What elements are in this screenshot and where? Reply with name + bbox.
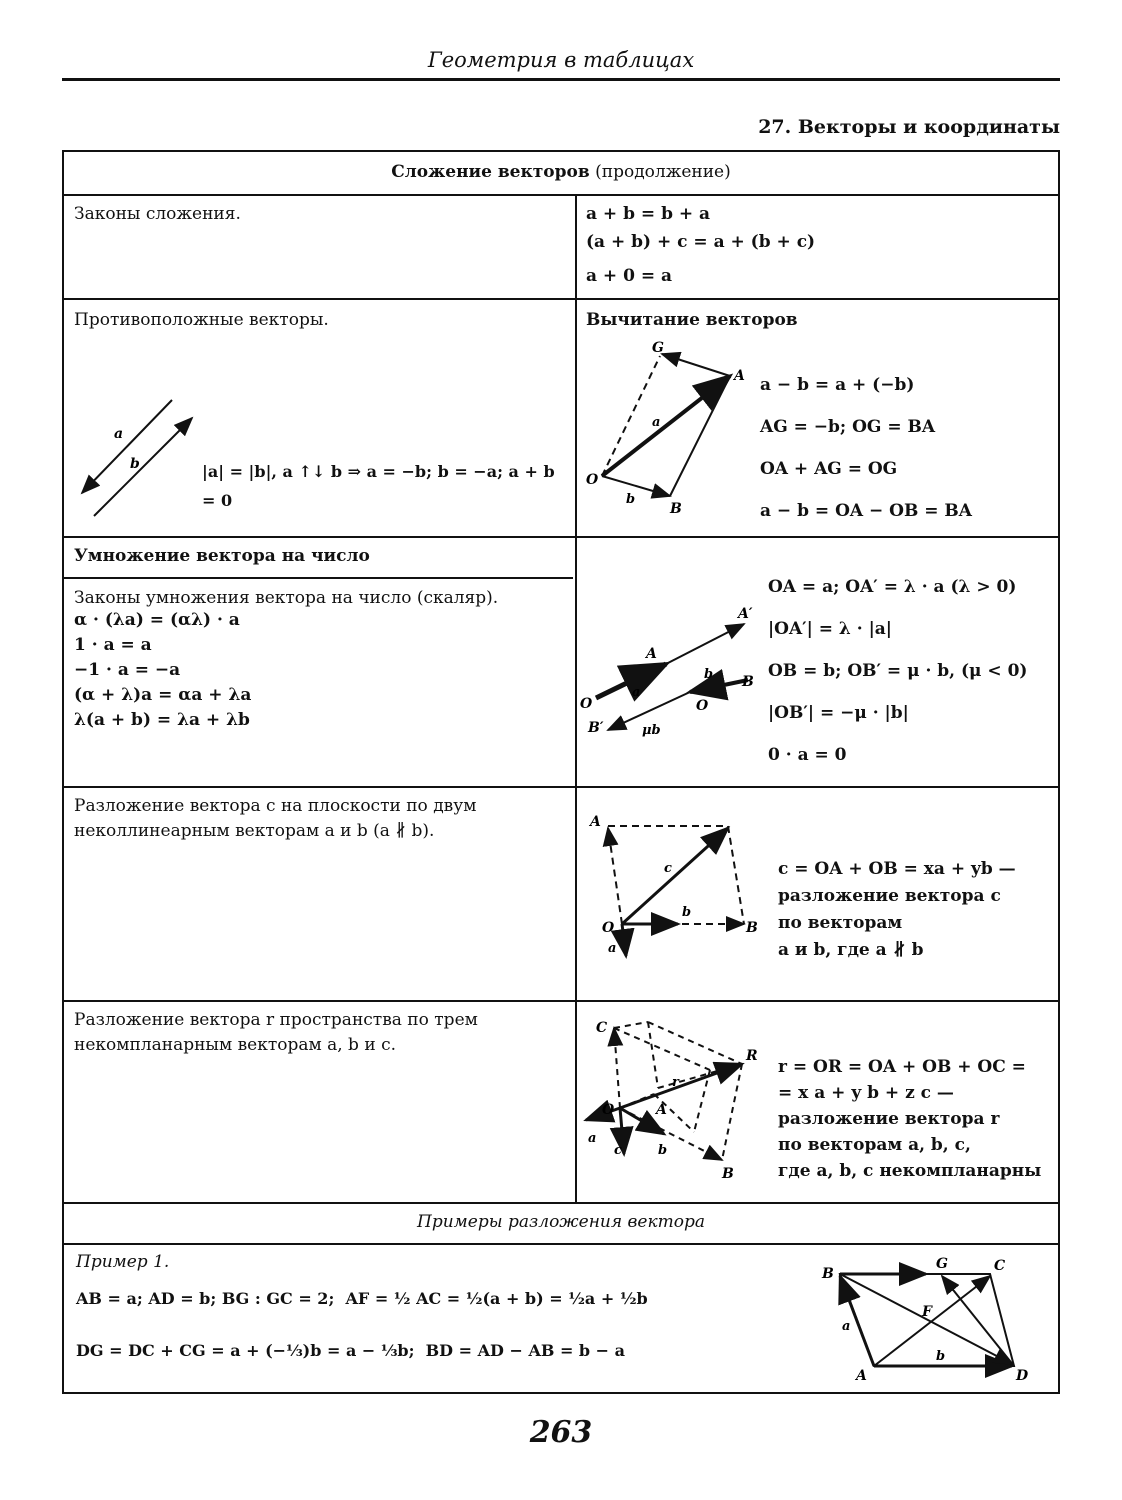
- plane-formula: a и b, где a ∦ b: [778, 940, 924, 960]
- point-b: B: [742, 674, 754, 690]
- multiplication-law: −1 · a = −a: [74, 660, 181, 680]
- opposite-vectors-diagram: [72, 388, 212, 518]
- example-line-1: AB = a; AD = b; BG : GC = 2; AF = ½ AC = ½(a + b) = ½a + ½b: [76, 1289, 648, 1308]
- plane-label: Разложение вектора c на плоскости по двум неколлинеарным векторам a и b (a ∦ b).: [74, 796, 477, 841]
- example-label: Пример 1.: [76, 1252, 170, 1272]
- edge: [648, 1022, 742, 1064]
- space-formula: разложение вектора r: [778, 1109, 1000, 1129]
- subtraction-formula: a − b = a + (−b): [760, 375, 915, 395]
- vector-b-arrow: [94, 418, 192, 516]
- space-formula: где a, b, c некомпланарны: [778, 1161, 1042, 1181]
- table-title-bold: Сложение векторов: [391, 162, 590, 182]
- vector-oa-prime: [666, 624, 744, 664]
- section-title: 27. Векторы и координаты: [758, 116, 1060, 138]
- vector-ob: [690, 680, 748, 692]
- space-decomposition-diagram: [582, 1014, 772, 1190]
- label-b: b: [130, 456, 140, 472]
- row-divider: [64, 194, 1058, 196]
- space-formula: = x a + y b + z c —: [778, 1083, 954, 1103]
- point-b: B: [822, 1266, 834, 1282]
- point-b: B: [722, 1166, 734, 1182]
- plane-formula: по векторам: [778, 913, 903, 933]
- edge: [614, 1028, 710, 1070]
- vector-ob: [602, 476, 670, 496]
- vector-oa: [596, 664, 666, 698]
- label-b: b: [626, 492, 636, 507]
- plane-formula: разложение вектора c: [778, 886, 1001, 906]
- space-formula: по векторам a, b, c,: [778, 1135, 971, 1155]
- subtraction-formula: a − b = OA − OB = BA: [760, 501, 972, 521]
- laws-label: Законы сложения.: [74, 204, 241, 224]
- point-a: A: [656, 1102, 667, 1118]
- row-divider: [64, 786, 1058, 788]
- space-label: Разложение вектора r пространства по трем некомпланарным векторам a, b и c.: [74, 1010, 478, 1055]
- edge: [722, 1064, 742, 1160]
- example-parallelogram-diagram: [816, 1252, 1048, 1382]
- point-r: R: [746, 1048, 758, 1064]
- label-a: a: [652, 415, 661, 430]
- edge: [614, 1022, 648, 1028]
- label-a: a: [588, 1131, 597, 1146]
- subtraction-diagram: [582, 338, 752, 518]
- parallel-right: [728, 826, 744, 924]
- vector-oa: [608, 828, 622, 924]
- point-o: O: [602, 920, 615, 936]
- label-a: a: [608, 941, 617, 956]
- point-f: F: [922, 1304, 932, 1320]
- label-b: b: [936, 1349, 946, 1364]
- point-a-prime: A′: [738, 606, 753, 622]
- multiplication-laws-label: Законы умножения вектора на число (скаляр).: [74, 588, 499, 608]
- row-divider: [64, 536, 1058, 538]
- row-divider: [64, 1243, 1058, 1245]
- point-c: C: [596, 1020, 608, 1036]
- laws-formula: (a + b) + c = a + (b + c): [586, 232, 816, 252]
- point-b: B: [670, 501, 682, 517]
- vector-oa: [602, 376, 730, 476]
- multiplication-right-formula: |OB′| = −μ · |b|: [768, 703, 909, 723]
- point-a: A: [856, 1368, 867, 1382]
- vector-a: [622, 924, 626, 956]
- page-number: 263: [529, 1415, 593, 1450]
- laws-formula: a + 0 = a: [586, 266, 673, 286]
- point-d: D: [1016, 1368, 1029, 1382]
- vector-c: [622, 828, 728, 924]
- multiplication-right-formula: OA = a; OA′ = λ · a (λ > 0): [768, 577, 1017, 597]
- multiplication-law: α · (λa) = (αλ) · a: [74, 610, 240, 630]
- plane-formula: c = OA + OB = xa + yb —: [778, 859, 1016, 879]
- label-a: a: [632, 685, 641, 700]
- content-table: [62, 150, 1060, 1394]
- label-b: b: [682, 905, 692, 920]
- space-formula: r = OR = OA + OB + OC =: [778, 1057, 1026, 1077]
- label-c: c: [664, 861, 672, 876]
- point-o2: O: [696, 698, 709, 714]
- opposite-label: Противоположные векторы.: [74, 310, 329, 330]
- label-a: a: [114, 426, 124, 442]
- multiplication-right-formulas: [768, 566, 1027, 776]
- row-divider: [64, 577, 573, 579]
- running-title: Геометрия в таблицах: [427, 48, 695, 72]
- multiplication-laws: [74, 608, 251, 733]
- multiplication-title: Умножение вектора на число: [74, 546, 370, 566]
- point-c: C: [994, 1258, 1006, 1274]
- point-o: O: [586, 472, 599, 488]
- multiplication-law: λ(a + b) = λa + λb: [74, 710, 250, 730]
- space-formulas: [778, 1054, 1041, 1184]
- multiplication-right-formula: OB = b; OB′ = μ · b, (μ < 0): [768, 661, 1028, 681]
- label-b: b: [704, 667, 714, 682]
- row-divider: [64, 1202, 1058, 1204]
- point-b-prime: B′: [588, 720, 604, 736]
- vector-ac: [874, 1276, 990, 1366]
- subtraction-formulas: [760, 364, 972, 532]
- multiplication-law: (α + λ)a = αa + λa: [74, 685, 252, 705]
- point-o: O: [580, 696, 593, 712]
- table-title-plain: (продолжение): [595, 162, 731, 182]
- label-b: b: [658, 1143, 668, 1158]
- label-mub: μb: [642, 723, 661, 738]
- multiplication-right-formula: 0 · a = 0: [768, 745, 847, 765]
- column-divider: [575, 194, 577, 1202]
- point-b: B: [746, 920, 758, 936]
- vector-a-arrow: [82, 400, 172, 493]
- opposite-formula: |a| = |b|, a ↑↓ b ⇒ a = −b; b = −a; a + b = 0: [202, 462, 555, 510]
- label-r: r: [672, 1075, 679, 1090]
- vector-oc: [614, 1028, 620, 1108]
- table-title: [64, 160, 1058, 185]
- example-line-2: DG = DC + CG = a + (−⅓)b = a − ⅓b; BD = AD − AB = b − a: [76, 1341, 626, 1360]
- header-rule: [62, 78, 1060, 81]
- point-g: G: [652, 340, 664, 356]
- laws-formulas: [586, 200, 815, 290]
- point-a: A: [590, 814, 601, 830]
- point-a: A: [646, 646, 657, 662]
- plane-decomposition-diagram: [584, 808, 764, 968]
- vector-r: [620, 1064, 742, 1108]
- multiplication-diagram: [578, 598, 768, 748]
- row-divider: [64, 1000, 1058, 1002]
- segment-ba: [670, 376, 730, 496]
- subtraction-title: Вычитание векторов: [586, 310, 798, 330]
- edge: [648, 1022, 658, 1088]
- multiplication-right-formula: |OA′| = λ · |a|: [768, 619, 892, 639]
- multiplication-law: 1 · a = a: [74, 635, 152, 655]
- plane-formulas: [778, 856, 1016, 964]
- point-g: G: [936, 1256, 948, 1272]
- label-c: c: [614, 1143, 622, 1158]
- examples-title: Примеры разложения вектора: [417, 1212, 705, 1232]
- subtraction-formula: OA + AG = OG: [760, 459, 898, 479]
- subtraction-formula: AG = −b; OG = BA: [760, 417, 936, 437]
- point-a: A: [734, 368, 745, 384]
- vector-ag: [662, 354, 730, 376]
- row-divider: [64, 298, 1058, 300]
- laws-formula: a + b = b + a: [586, 204, 711, 224]
- point-o: O: [602, 1102, 615, 1118]
- label-a: a: [842, 1319, 851, 1334]
